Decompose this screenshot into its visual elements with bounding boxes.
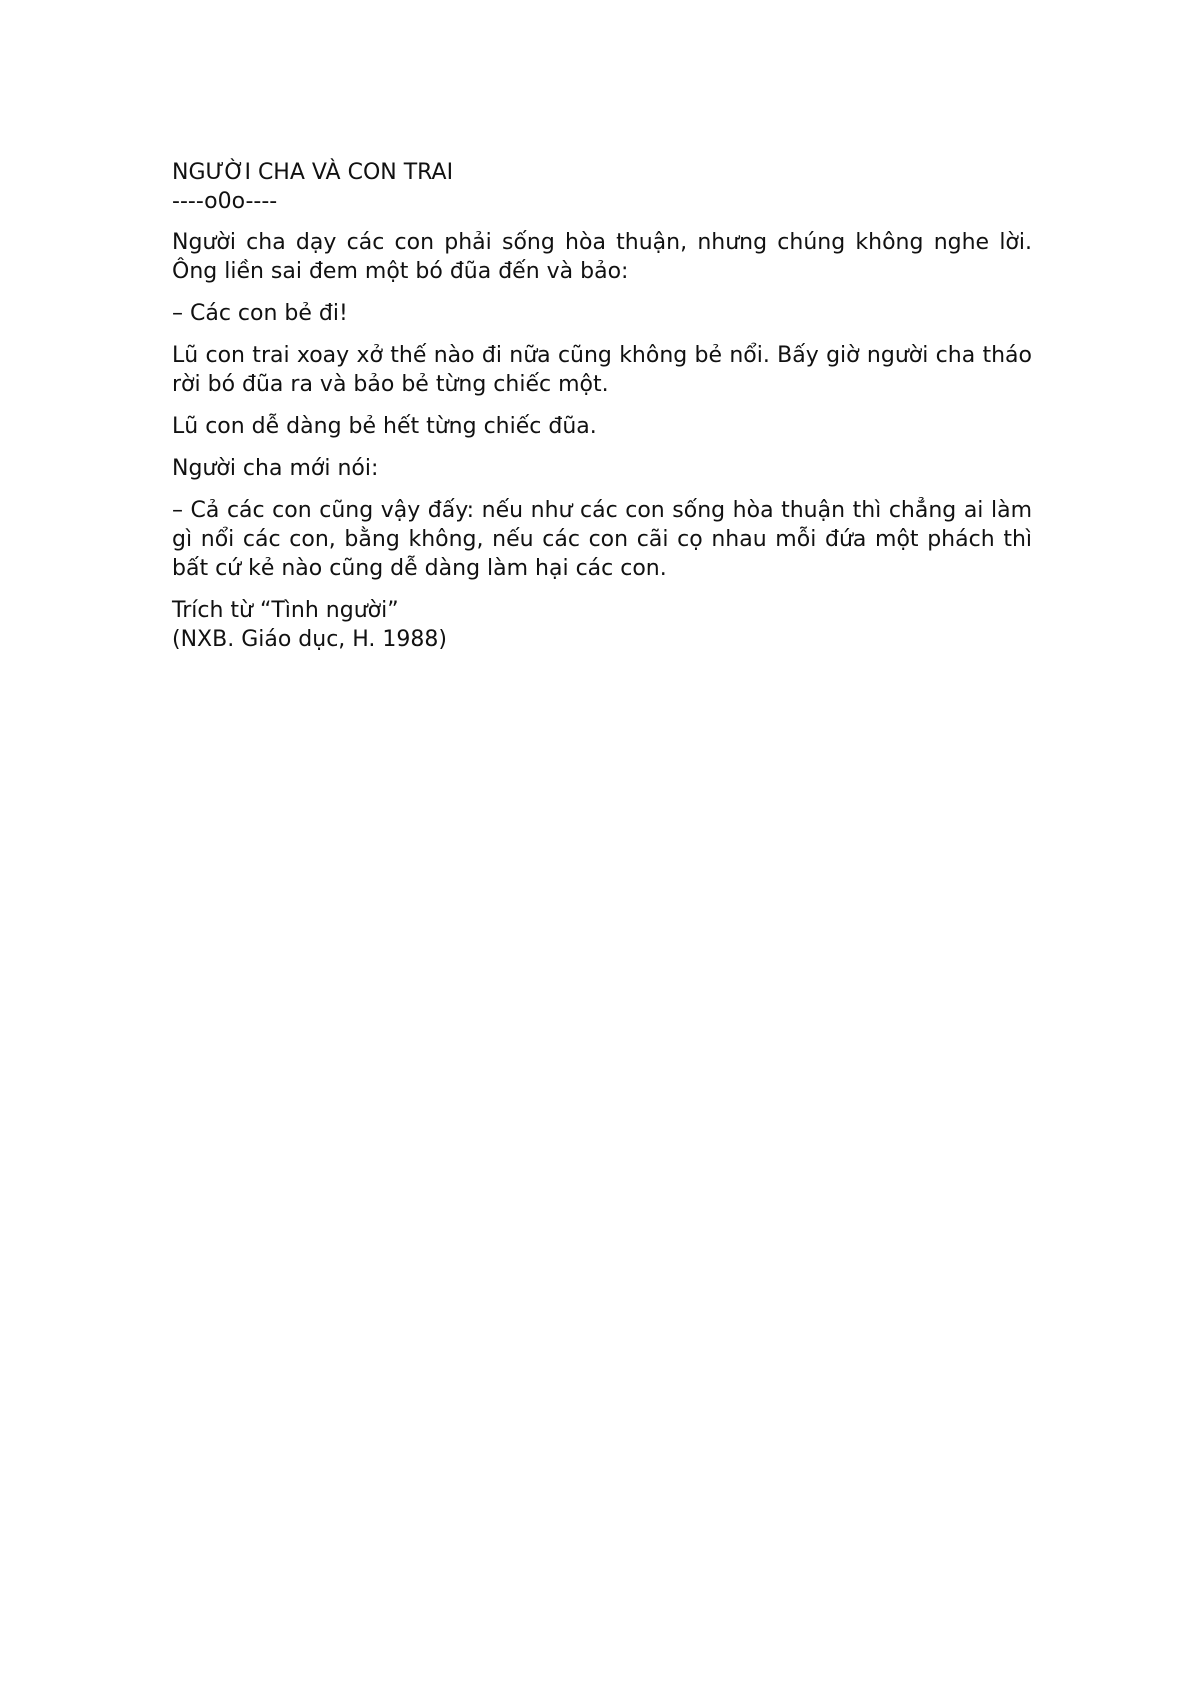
document-page <box>172 158 1032 654</box>
source-publisher: (NXB. Giáo dục, H. 1988) <box>172 627 447 652</box>
paragraph: Lũ con dễ dàng bẻ hết từng chiếc đũa. <box>172 414 597 439</box>
paragraph: Người cha mới nói: <box>172 456 379 481</box>
paragraph: Lũ con trai xoay xở thế nào đi nữa cũng không bẻ nổi. Bấy giờ người cha tháo rời bó đũa ra và bảo bẻ từng chiếc một. <box>172 343 1032 397</box>
story-title: NGƯỜI CHA VÀ CON TRAI <box>172 160 454 185</box>
paragraph: – Cả các con cũng vậy đấy: nếu như các con sống hòa thuận thì chẳng ai làm gì nổi các con, bằng không, nếu các con cãi cọ nhau mỗi đứa một phách thì bất cứ kẻ nào cũng dễ dàng làm hại các con. <box>172 498 1032 581</box>
source-citation: Trích từ “Tình người” <box>172 598 399 623</box>
title-separator: ----o0o---- <box>172 189 278 214</box>
paragraph: Người cha dạy các con phải sống hòa thuận, nhưng chúng không nghe lời. Ông liền sai đem một bó đũa đến và bảo: <box>172 230 1032 284</box>
paragraph: – Các con bẻ đi! <box>172 301 348 326</box>
